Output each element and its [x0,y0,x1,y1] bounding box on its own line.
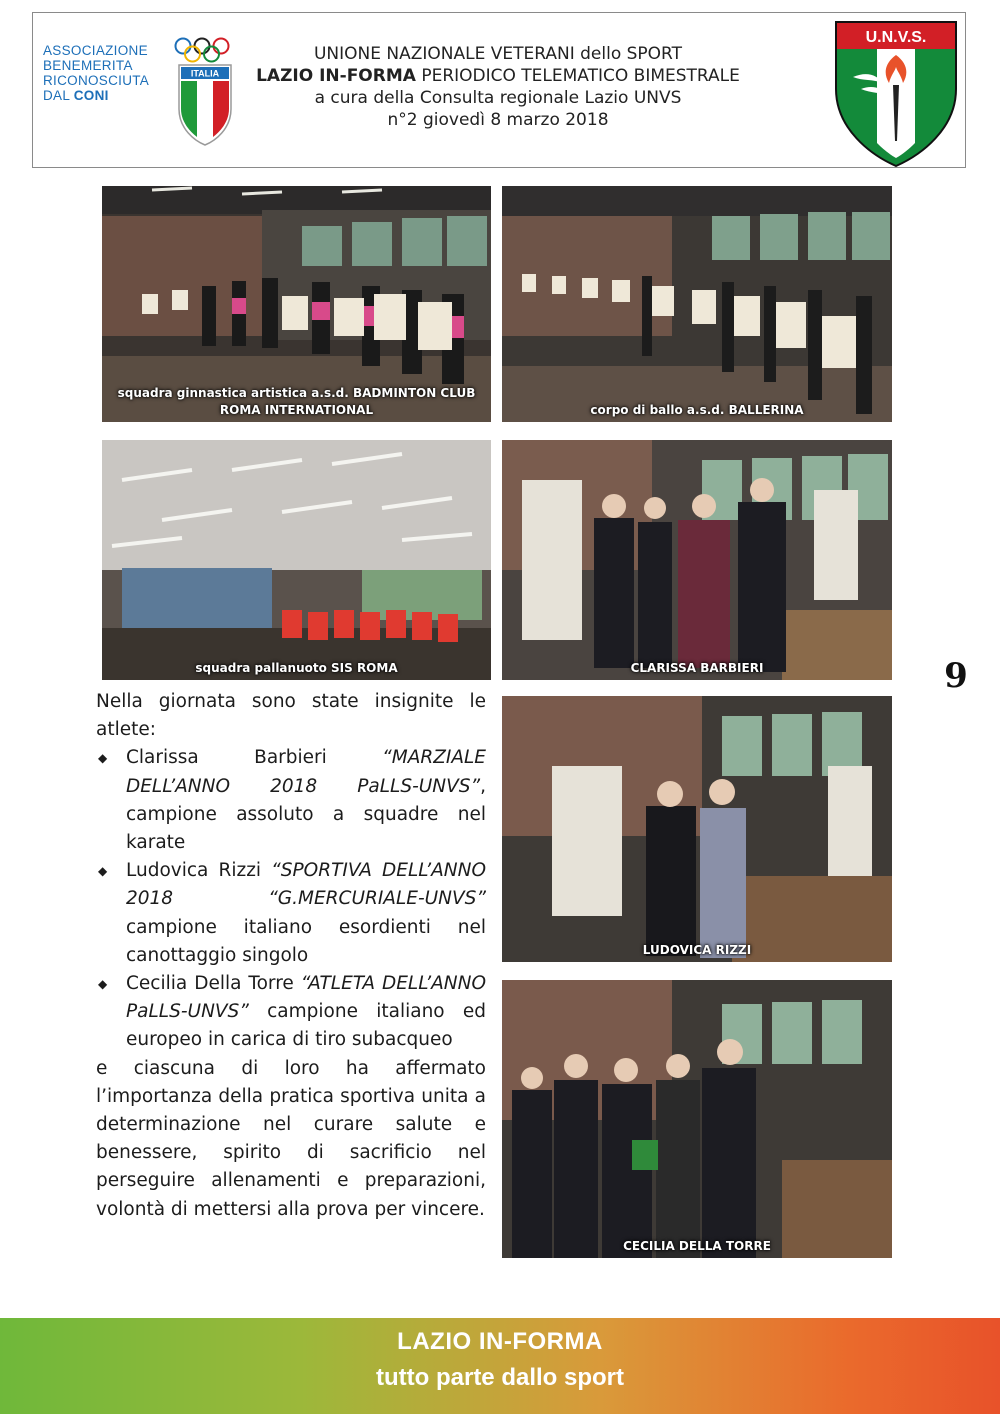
athlete-description: campione italiano ed europeo in carica di tiro subacqueo [126,1001,486,1051]
coni-line-3: RICONOSCIUTA [43,73,150,88]
bullet-icon: ◆ [98,864,108,879]
photo-caption: squadra ginnastica artistica a.s.d. BADMINTON CLUB ROMA INTERNATIONAL [117,386,476,417]
award-item [96,744,486,857]
ludovica-photo-image [502,696,892,962]
footer-tagline: tutto parte dallo sport [376,1364,624,1391]
masthead-line-3: a cura della Consulta regionale Lazio UNVS [314,88,682,108]
photo-caption: LUDOVICA RIZZI [642,943,752,957]
coni-logo [43,37,233,149]
article-closing: e ciascuna di loro ha affermato l’importanza della pratica sportiva unita a determinazione nel curare salute e benessere, spirito di sacrificio nel perseguire allenamenti e preparazioni, volontà di mettersi alla prova per vincere. [96,1057,486,1220]
italia-label: ITALIA [190,68,220,79]
photo-clarissa-barbieri [502,440,892,680]
photo-gymnastics-team [102,186,491,422]
publication-subtitle: PERIODICO TELEMATICO BIMESTRALE [415,66,740,86]
athlete-name: Ludovica Rizzi [126,860,272,882]
award-title: “MARZIALE DELL’ANNO 2018 PaLLS-UNVS” [126,747,486,797]
athlete-name: Clarissa Barbieri [126,747,383,769]
athlete-description: , campione assoluto a squadre nel karate [126,775,486,854]
unvs-shield-logo [833,19,959,169]
photo-caption: corpo di ballo a.s.d. BALLERINA [590,403,804,417]
athlete-description: campione italiano esordienti nel canottaggio singolo [126,916,486,966]
award-item [96,970,486,1055]
masthead-line-2 [233,65,763,87]
dance-photo-image [502,186,892,422]
photo-caption: CECILIA DELLA TORRE [623,1239,771,1253]
bullet-icon: ◆ [98,977,108,992]
photo-dance-corps [502,186,892,422]
clarissa-photo-image [502,440,892,680]
masthead-line-1: UNIONE NAZIONALE VETERANI dello SPORT [313,44,683,64]
unvs-label: U.N.V.S. [865,29,927,46]
article-intro: Nella giornata sono state insignite le atlete: [96,691,486,741]
olympic-rings-icon [173,37,233,63]
coni-line-4-bold: CONI [73,88,109,103]
photo-ludovica-rizzi [502,696,892,962]
photo-waterpolo-team [102,440,491,680]
italia-shield-icon [177,63,233,147]
coni-line-4-prefix: DAL [43,88,74,103]
article-body [96,688,486,1224]
waterpolo-photo-image [102,440,491,680]
coni-line-1: ASSOCIAZIONE [43,43,148,58]
photo-cecilia-della-torre [502,980,892,1258]
award-title: “SPORTIVA DELL’ANNO 2018 “G.MERCURIALE-UNVS” [126,860,487,910]
athlete-name: Cecilia Della Torre [126,973,301,995]
bullet-icon: ◆ [98,751,108,766]
issue-date: n°2 giovedì 8 marzo 2018 [387,110,609,130]
award-item [96,857,486,970]
masthead [32,12,966,168]
page-number: 9 [944,656,968,696]
award-title: “ATLETA DELL’ANNO PaLLS-UNVS” [126,973,486,1023]
cecilia-photo-image [502,980,892,1258]
coni-line-2: BENEMERITA [43,58,133,73]
footer-title: LAZIO IN-FORMA [397,1328,603,1355]
coni-text [43,43,173,103]
photo-caption: CLARISSA BARBIERI [630,661,764,675]
publication-title: LAZIO IN-FORMA [256,66,416,86]
masthead-text [233,43,763,131]
photo-caption: squadra pallanuoto SIS ROMA [195,661,398,675]
awards-list [96,744,486,1054]
footer-banner [0,1318,1000,1414]
